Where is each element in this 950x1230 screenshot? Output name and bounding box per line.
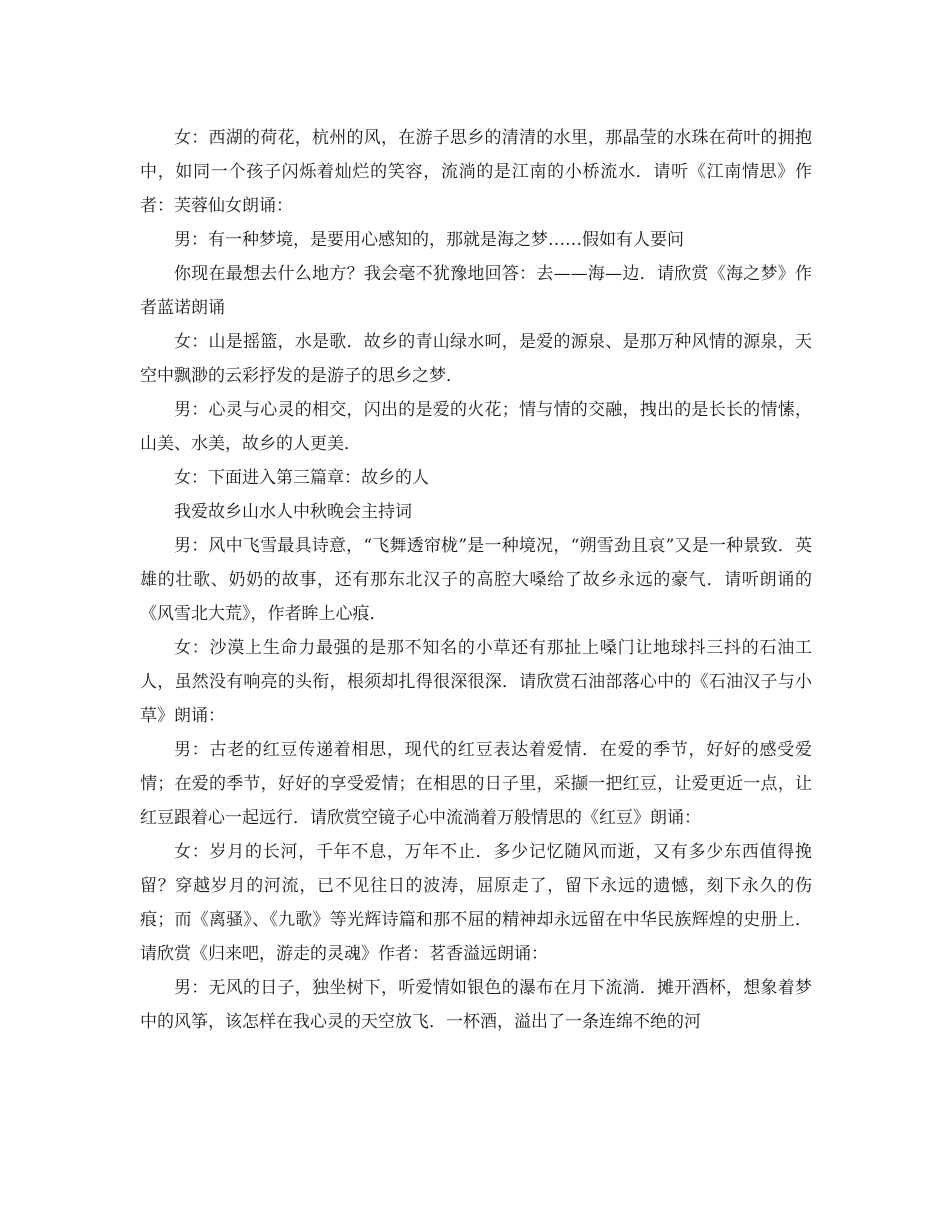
paragraph: 女：西湖的荷花，杭州的风，在游子思乡的清清的水里，那晶莹的水珠在荷叶的拥抱中，如同一个孩子闪烁着灿烂的笑容，流淌的是江南的小桥流水．请听《江南情思》作者：芙蓉仙女朗诵： — [140, 128, 812, 216]
paragraph: 我爱故乡山水人中秋晚会主持词 — [174, 502, 412, 522]
paragraph: 女：山是摇篮，水是歌．故乡的青山绿水呵，是爱的源泉、是那万种风情的源泉，天空中飘渺的云彩抒发的是游子的思乡之梦． — [140, 332, 812, 386]
paragraph: 女：岁月的长河，千年不息，万年不止．多少记忆随风而逝，又有多少东西值得挽留？穿越岁月的河流，已不见往日的波涛，屈原走了，留下永远的遗憾，刻下永久的伤痕；而《离骚》、《九歌》等光辉诗篇和那不屈的精神却永远留在中华民族辉煌的史册上．请欣赏《归来吧，游走的灵魂》作者：茗香溢远朗诵： — [140, 842, 812, 964]
paragraph: 你现在最想去什么地方？我会毫不犹豫地回答：去——海—边．请欣赏《海之梦》作者蓝诺朗诵 — [140, 264, 812, 318]
paragraph: 男：有一种梦境，是要用心感知的，那就是海之梦……假如有人要问 — [174, 230, 684, 250]
paragraph: 女：沙漠上生命力最强的是那不知名的小草还有那扯上嗓门让地球抖三抖的石油工人，虽然没有响亮的头衔，根须却扎得很深很深．请欣赏石油部落心中的《石油汉子与小草》朗诵： — [140, 638, 812, 726]
paragraph: 男：无风的日子，独坐树下，听爱情如银色的瀑布在月下流淌．摊开酒杯，想象着梦中的风筝，该怎样在我心灵的天空放飞．一杯酒，溢出了一条连绵不绝的河 — [140, 978, 812, 1032]
paragraph: 男：古老的红豆传递着相思，现代的红豆表达着爱情．在爱的季节，好好的感受爱情；在爱的季节，好好的享受爱情；在相思的日子里，采撷一把红豆，让爱更近一点，让红豆跟着心一起远行．请欣赏空镜子心中流淌着万般情思的《红豆》朗诵： — [140, 740, 812, 828]
paragraph: 男：心灵与心灵的相交，闪出的是爱的火花；情与情的交融，拽出的是长长的情愫，山美、水美，故乡的人更美． — [140, 400, 812, 454]
paragraph: 女：下面进入第三篇章：故乡的人 — [174, 468, 429, 488]
document-body — [140, 121, 812, 1039]
paragraph: 男：风中飞雪最具诗意，“飞舞透帘栊”是一种境况，“朔雪劲且哀”又是一种景致．英雄的壮歌、奶奶的故事，还有那东北汉子的高腔大嗓给了故乡永远的豪气．请听朗诵的《风雪北大荒》，作者眸上心痕． — [140, 536, 812, 624]
